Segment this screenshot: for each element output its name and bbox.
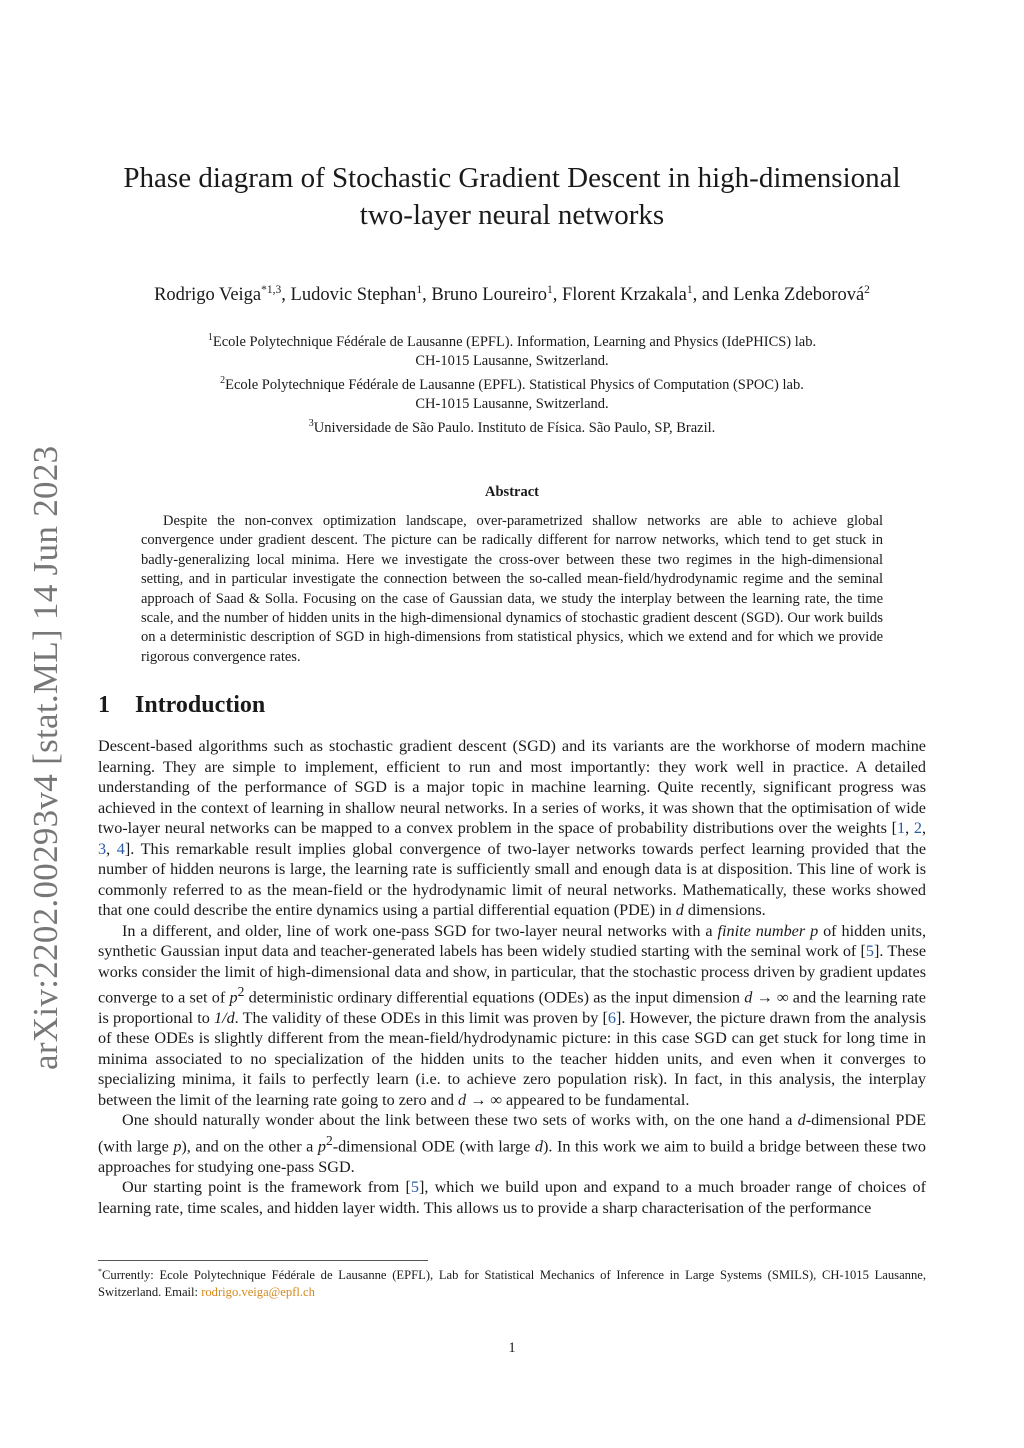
footnote-mark: * <box>98 1267 102 1276</box>
abstract-heading: Abstract <box>485 484 539 500</box>
author-affil-mark: 2 <box>864 284 870 296</box>
author-name: Ludovic Stephan <box>290 285 417 306</box>
author-affil-mark: 1 <box>547 284 553 296</box>
paragraph: Descent-based algorithms such as stochastic gradient descent (SGD) and its variants are the workhorse of modern machine learning. They are simple to implement, efficient to run and most importantly: they work well in practice. A detailed understanding of the performance of SGD is a major topic in machine learning. Quite recently, significant progress was achieved in the context of learning in shallow neural networks. In a series of works, it was shown that the optimisation of wide two-layer neural networks can be mapped to a convex problem in the space of probability distributions over the weights [1, 2, 3, 4]. This remarkable result implies global convergence of two-layer networks towards perfect learning provided that the number of hidden neurons is large, the learning rate is sufficiently small and enough data is at disposition. This line of work is commonly referred to as the mean-field or the hydrodynamic limit of neural networks. Mathematically, these works showed that one could describe the entire dynamics using a partial differential equation (PDE) in d dimensions. <box>98 737 927 919</box>
affiliation-3 <box>120 414 904 438</box>
paragraph: Our starting point is the framework from [5], which we build upon and expand to a much broader range of choices of learning rate, time scales, and hidden layer width. This allows us to provide a sharp characterisation of the performance <box>98 1178 926 1217</box>
affil-text: Ecole Polytechnique Fédérale de Lausanne (EPFL). Information, Learning and Physics (IdePHICS) lab. <box>212 333 817 350</box>
arxiv-identifier: arXiv:2202.00293v4 [stat.ML] 14 Jun 2023 <box>26 445 65 1070</box>
citation-link[interactable]: 6 <box>607 1008 616 1027</box>
affiliation-2 <box>120 371 904 395</box>
affil-mark: 3 <box>308 418 314 430</box>
section-number: 1 <box>98 692 110 718</box>
author-sep: , and <box>692 285 734 306</box>
citation-link[interactable]: 5 <box>865 942 874 960</box>
affiliations <box>120 328 904 439</box>
affiliation-1-address: CH-1015 Lausanne, Switzerland. <box>415 353 609 370</box>
citation-link[interactable]: 5 <box>410 1178 419 1197</box>
title-line-1: Phase diagram of Stochastic Gradient Descent in high-dimensional <box>123 162 901 194</box>
email-link[interactable]: rodrigo.veiga@epfl.ch <box>201 1284 315 1299</box>
affil-mark: 2 <box>220 375 226 387</box>
affiliation-2-address: CH-1015 Lausanne, Switzerland. <box>415 396 609 413</box>
page-number: 1 <box>508 1340 516 1356</box>
section-title: Introduction <box>135 692 266 718</box>
paper-title <box>90 160 934 234</box>
abstract-text: Despite the non-convex optimization landscape, over-parametrized shallow networks are able to achieve global convergence under gradient descent. The picture can be radically different for narrow networks, which tend to get stuck in badly-generalizing local minima. Here we investigate the cross-over between these two regimes in the high-dimensional setting, and in particular investigate the connection between the so-called mean-field/hydrodynamic regime and the seminal approach of Saad & Solla. Focusing on the case of Gaussian data, we study the interplay between the learning rate, the time scale, and the number of hidden units in the high-dimensional dynamics of stochastic gradient descent (SGD). Our work builds on a deterministic description of SGD in high-dimensions from statistical physics, which we extend and for which we provide rigorous convergence rates. <box>141 513 883 665</box>
citation-link[interactable]: 3 <box>98 839 107 858</box>
author-sep: , <box>281 285 291 306</box>
body-text <box>98 736 926 1218</box>
author-name: Rodrigo Veiga <box>154 285 262 306</box>
author-list <box>60 278 964 307</box>
author-name: Bruno Loureiro <box>431 285 548 306</box>
author-affil-mark: 1 <box>686 284 693 296</box>
author-name: Lenka Zdeborová <box>733 285 865 306</box>
footnote-rule <box>98 1260 428 1261</box>
citation-link[interactable]: 2 <box>913 819 922 837</box>
author-sep: , <box>422 285 432 306</box>
affil-mark: 1 <box>207 332 213 343</box>
author-affil-mark: 1 <box>416 284 423 296</box>
section-heading <box>98 692 265 719</box>
affiliation-1 <box>120 328 904 352</box>
title-line-2: two-layer neural networks <box>359 199 665 231</box>
affil-text: Ecole Polytechnique Fédérale de Lausanne (EPFL). Statistical Physics of Computation (SPOC) lab. <box>225 377 804 394</box>
author-affil-mark: *1,3 <box>261 284 282 296</box>
affil-text: Universidade de São Paulo. Instituto de Física. São Paulo, SP, Brazil. <box>313 420 716 437</box>
author-name: Florent Krzakala <box>562 285 687 306</box>
paragraph: One should naturally wonder about the link between these two sets of works with, on the one hand a d-dimensional PDE (with large p), and on the other a $p^2$-dimensional ODE (with large d). In this work we aim to build a bridge between these two approaches for studying one-pass SGD. <box>98 1111 927 1176</box>
footnote: *Currently: Ecole Polytechnique Fédérale de Lausanne (EPFL), Lab for Statistical Mechanics of Inference in Large Systems (SMILS), CH-1015 Lausanne, Switzerland. Email: rodrigo.veiga@epfl.ch <box>98 1267 926 1299</box>
citation-link[interactable]: 4 <box>116 839 125 858</box>
paragraph: In a different, and older, line of work one-pass SGD for two-layer neural networks with a finite number p of hidden units, synthetic Gaussian input data and teacher-generated labels has been widely studied starting with the seminal work of [5]. These works consider the limit of high-dimensional data and show, in particular, that the stochastic process driven by gradient updates converge to a set of $p^2$ deterministic ordinary differential equations (ODEs) as the input dimension d → ∞ and the learning rate is proportional to 1/d. The validity of these ODEs in this limit was proven by [6]. However, the picture drawn from the analysis of these ODEs is slightly different from the mean-field/hydrodynamic picture: in this case SGD can get stuck for long time in minima associated to no specialization of the hidden units to the teacher hidden units, and even when it converges to specializing minima, it fails to perfectly learn (i.e. to achieve zero population risk). In fact, in this analysis, the interplay between the limit of the learning rate going to zero and d → ∞ appeared to be fundamental. <box>98 921 927 1109</box>
author-sep: , <box>552 285 563 306</box>
citation-link[interactable]: 1 <box>897 819 906 837</box>
